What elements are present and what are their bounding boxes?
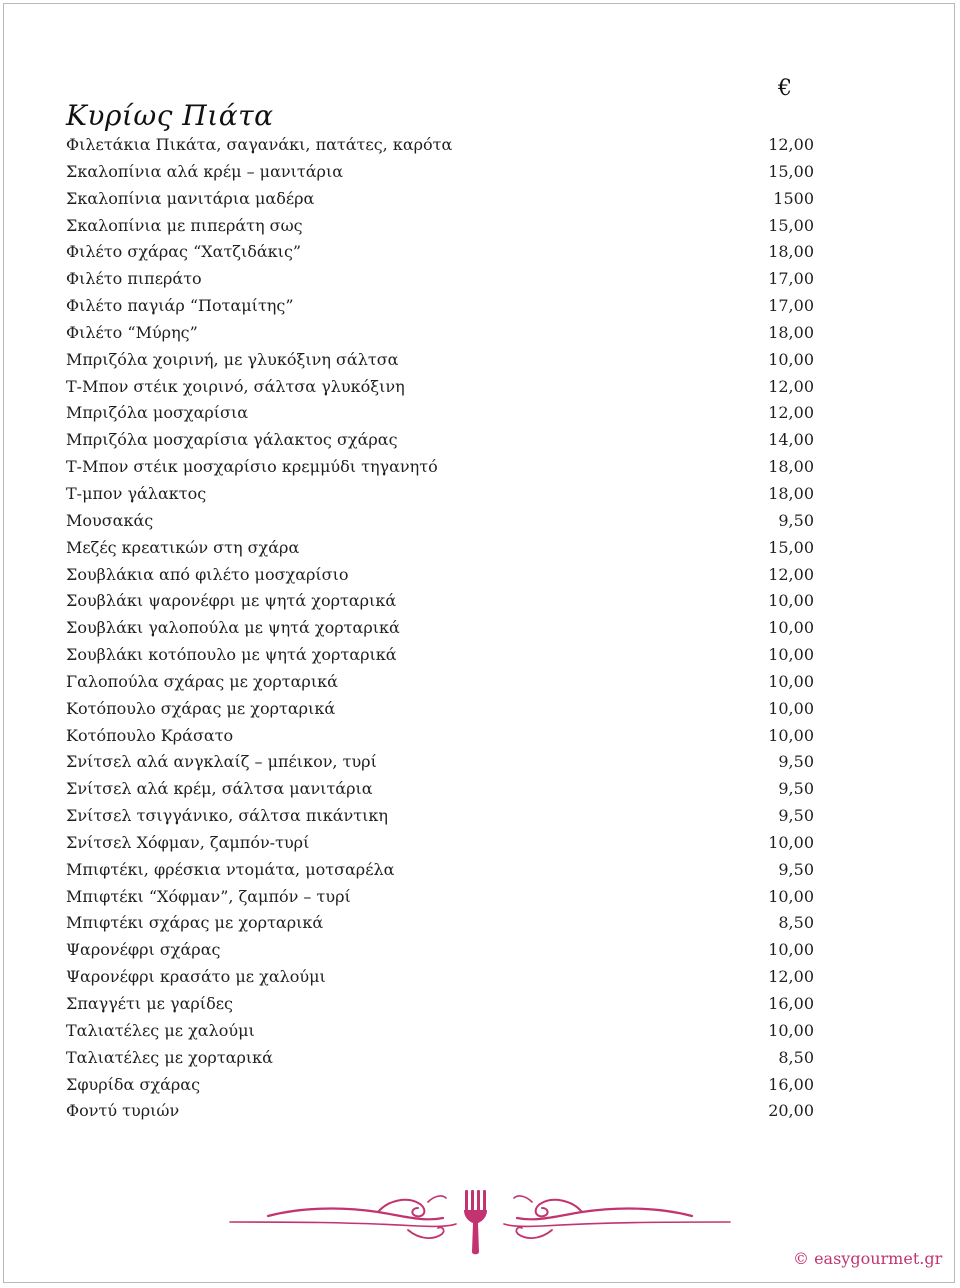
menu-item-price: 9,50 <box>778 859 814 879</box>
menu-item-name: Σνίτσελ τσιγγάνικο, σάλτσα πικάντικη <box>66 806 388 826</box>
menu-item-price: 10,00 <box>768 591 814 611</box>
menu-item-name: Σουβλάκι γαλοπούλα με ψητά χορταρικά <box>66 618 400 638</box>
menu-item-price: 10,00 <box>768 645 814 665</box>
menu-item-price: 8,50 <box>778 1047 814 1067</box>
menu-item <box>66 803 814 830</box>
menu-item-name: Σνίτσελ Χόφμαν, ζαμπόν-τυρί <box>66 832 310 852</box>
menu-item <box>66 508 814 535</box>
menu-list <box>66 132 814 1125</box>
menu-item-price: 15,00 <box>768 215 814 235</box>
menu-item-name: Σφυρίδα σχάρας <box>66 1074 201 1094</box>
menu-item-name: Μπιφτέκι “Χόφμαν”, ζαμπόν – τυρί <box>66 886 351 906</box>
menu-item-price: 15,00 <box>768 161 814 181</box>
menu-item <box>66 159 814 186</box>
menu-item-price: 10,00 <box>768 832 814 852</box>
menu-item-name: Σκαλοπίνια με πιπεράτη σως <box>66 215 303 235</box>
menu-item-name: Μπριζόλα μοσχαρίσια <box>66 403 249 423</box>
menu-item <box>66 910 814 937</box>
menu-item <box>66 776 814 803</box>
menu-item <box>66 696 814 723</box>
menu-item-price: 10,00 <box>768 698 814 718</box>
menu-item <box>66 239 814 266</box>
menu-item-price: 10,00 <box>768 1020 814 1040</box>
menu-item-price: 9,50 <box>778 779 814 799</box>
menu-item-name: Φιλέτο “Μύρης” <box>66 322 198 342</box>
menu-item-price: 17,00 <box>768 296 814 316</box>
menu-item <box>66 615 814 642</box>
menu-item-name: Κοτόπουλο Κράσατο <box>66 725 234 745</box>
menu-item-price: 18,00 <box>768 483 814 503</box>
menu-item <box>66 427 814 454</box>
menu-item-name: Σουβλάκι ψαρονέφρι με ψητά χορταρικά <box>66 591 397 611</box>
menu-item-name: Φιλέτο πιπεράτο <box>66 269 202 289</box>
menu-item-price: 16,00 <box>768 994 814 1013</box>
menu-item-price: 9,50 <box>778 806 814 826</box>
menu-item <box>66 266 814 293</box>
menu-item <box>66 535 814 562</box>
menu-item-name: Μεζές κρεατικών στη σχάρα <box>66 537 300 557</box>
menu-item-price: 10,00 <box>768 671 814 691</box>
menu-item <box>66 669 814 696</box>
menu-item <box>66 454 814 481</box>
menu-item <box>66 1045 814 1072</box>
menu-item-price: 10,00 <box>768 940 814 960</box>
menu-item <box>66 1098 814 1125</box>
menu-item-name: Σνίτσελ αλά ανγκλαίζ – μπέικον, τυρί <box>66 752 377 772</box>
menu-item-name: Τ-Μπον στέικ χοιρινό, σάλτσα γλυκόξινη <box>66 376 405 396</box>
menu-item <box>66 374 814 401</box>
fork-flourish-icon <box>228 1182 732 1256</box>
menu-item <box>66 1072 814 1099</box>
page-title: Κυρίως Πιάτα <box>66 98 274 132</box>
menu-item <box>66 400 814 427</box>
menu-item <box>66 991 814 1018</box>
menu-item-name: Φιλέτο σχάρας “Χατζιδάκις” <box>66 242 302 262</box>
menu-item-price: 18,00 <box>768 457 814 477</box>
menu-item <box>66 937 814 964</box>
menu-item <box>66 186 814 213</box>
menu-item-price: 18,00 <box>768 242 814 262</box>
menu-item <box>66 1018 814 1045</box>
menu-item <box>66 132 814 159</box>
menu-item-name: Μπιφτέκι, φρέσκια ντομάτα, μοτσαρέλα <box>66 859 395 879</box>
menu-item-name: Σουβλάκι κοτόπουλο με ψητά χορταρικά <box>66 645 397 665</box>
menu-item-name: Τ-Μπον στέικ μοσχαρίσιο κρεμμύδι τηγανητό <box>66 457 438 477</box>
menu-item <box>66 884 814 911</box>
menu-item-name: Σκαλοπίνια μανιτάρια μαδέρα <box>66 188 315 208</box>
menu-item-name: Σκαλοπίνια αλά κρέμ – μανιτάρια <box>66 161 344 181</box>
menu-item-price: 15,00 <box>768 537 814 557</box>
menu-item-price: 12,00 <box>768 967 814 987</box>
menu-item <box>66 857 814 884</box>
menu-item-price: 9,50 <box>778 752 814 772</box>
menu-item-name: Σπαγγέτι με γαρίδες <box>66 994 233 1013</box>
currency-symbol: € <box>778 76 792 101</box>
menu-item-name: Τ-μπον γάλακτος <box>66 483 207 503</box>
menu-item-price: 14,00 <box>768 430 814 450</box>
menu-item-price: 10,00 <box>768 886 814 906</box>
menu-item-price: 10,00 <box>768 349 814 369</box>
menu-item-price: 17,00 <box>768 269 814 289</box>
menu-item-name: Ψαρονέφρι σχάρας <box>66 940 221 960</box>
menu-item-price: 12,00 <box>768 376 814 396</box>
menu-item-name: Φοντύ τυριών <box>66 1101 180 1121</box>
menu-item-price: 10,00 <box>768 618 814 638</box>
menu-item-price: 12,00 <box>768 564 814 584</box>
menu-item <box>66 320 814 347</box>
menu-item-name: Μπριζόλα χοιρινή, με γλυκόξινη σάλτσα <box>66 349 399 369</box>
menu-item <box>66 964 814 991</box>
menu-item-name: Κοτόπουλο σχάρας με χορταρικά <box>66 698 336 718</box>
footer-credit[interactable]: © easygourmet.gr <box>793 1249 943 1268</box>
menu-item-price: 20,00 <box>768 1101 814 1121</box>
menu-item-price: 9,50 <box>778 510 814 530</box>
menu-item-price: 10,00 <box>768 725 814 745</box>
menu-item <box>66 749 814 776</box>
menu-item-price: 8,50 <box>778 913 814 933</box>
menu-item <box>66 347 814 374</box>
menu-item-name: Φιλετάκια Πικάτα, σαγανάκι, πατάτες, καρότα <box>66 135 453 154</box>
menu-item-name: Γαλοπούλα σχάρας με χορταρικά <box>66 671 338 691</box>
menu-item-price: 18,00 <box>768 322 814 342</box>
menu-item-name: Σουβλάκια από φιλέτο μοσχαρίσιο <box>66 564 349 584</box>
menu-item-price: 12,00 <box>768 135 814 154</box>
menu-item-price: 1500 <box>773 188 814 208</box>
menu-item-name: Μπιφτέκι σχάρας με χορταρικά <box>66 913 324 933</box>
menu-item-name: Ταλιατέλες με χορταρικά <box>66 1047 273 1067</box>
menu-item <box>66 293 814 320</box>
menu-item-name: Φιλέτο παγιάρ “Ποταμίτης” <box>66 296 294 316</box>
menu-item-name: Μπριζόλα μοσχαρίσια γάλακτος σχάρας <box>66 430 398 450</box>
menu-item <box>66 213 814 240</box>
menu-item-price: 12,00 <box>768 403 814 423</box>
menu-item <box>66 588 814 615</box>
menu-item-name: Σνίτσελ αλά κρέμ, σάλτσα μανιτάρια <box>66 779 373 799</box>
menu-item <box>66 481 814 508</box>
menu-item <box>66 642 814 669</box>
menu-item-name: Ψαρονέφρι κρασάτο με χαλούμι <box>66 967 326 987</box>
menu-item-price: 16,00 <box>768 1074 814 1094</box>
menu-item <box>66 830 814 857</box>
menu-item <box>66 562 814 589</box>
menu-item-name: Μουσακάς <box>66 510 154 530</box>
menu-item-name: Ταλιατέλες με χαλούμι <box>66 1020 255 1040</box>
menu-item <box>66 723 814 750</box>
